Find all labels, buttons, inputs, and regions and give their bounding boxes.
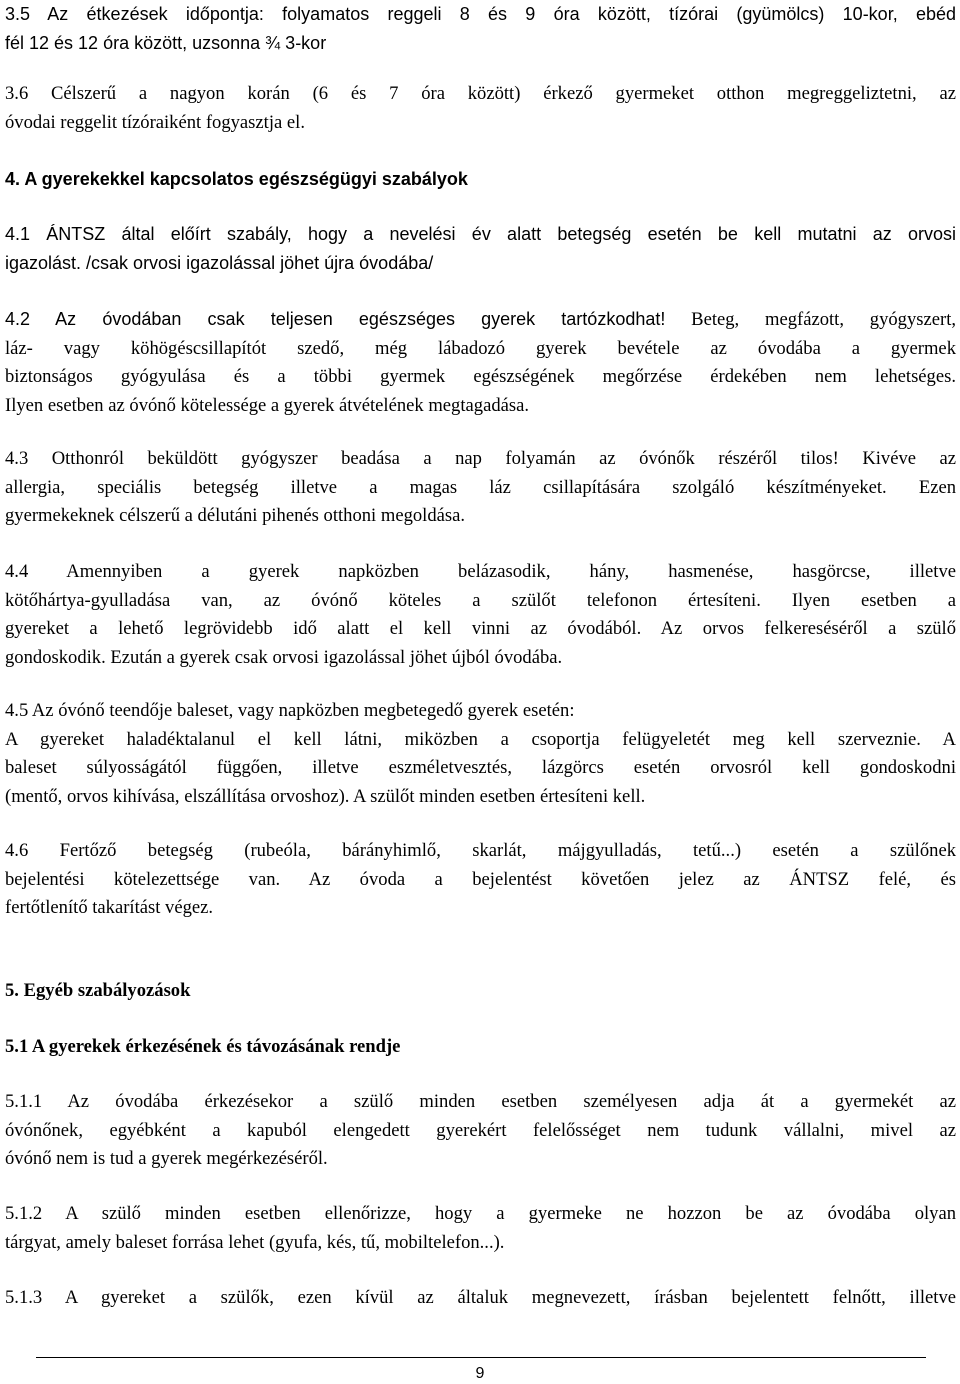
paragraph-line: 4.1 ÁNTSZ által előírt szabály, hogy a nevelési év alatt betegség esetén be kell mutatni az orvosi	[5, 224, 956, 244]
paragraph-line	[5, 305, 956, 335]
paragraph-line: óvodai reggelit tízóraiként fogyasztja el.	[5, 111, 305, 133]
paragraph-line: baleset súlyosságától függően, illetve eszméletvesztés, lázgörcs esetén orvosról kell gondoskodni	[5, 757, 956, 778]
paragraph-4-3	[5, 445, 956, 531]
paragraph-line: 3.5 Az étkezések időpontja: folyamatos reggeli 8 és 9 óra között, tízórai (gyümölcs) 10-kor, ebéd	[5, 4, 956, 24]
paragraph-line: fél 12 és 12 óra között, uzsonna ¾ 3-kor	[5, 32, 327, 53]
paragraph-line: 4.3 Otthonról beküldött gyógyszer beadása a nap folyamán az óvónők részéről tilos! Kivéve az	[5, 448, 956, 469]
paragraph-line: tárgyat, amely baleset forrása lehet (gyufa, kés, tű, mobiltelefon...).	[5, 1231, 505, 1253]
paragraph-line: 5.1.3 A gyereket a szülők, ezen kívül az általuk megnevezett, írásban bejelentett felnőtt, illetve	[5, 1287, 956, 1308]
paragraph-4-2	[5, 305, 956, 420]
paragraph-line: (mentő, orvos kihívása, elszállítása orvoshoz). A szülőt minden esetben értesíteni kell.	[5, 785, 646, 807]
paragraph-line: 4.4 Amennyiben a gyerek napközben belázasodik, hány, hasmenése, hasgörcse, illetve	[5, 561, 956, 582]
paragraph-5-1-3	[5, 1284, 956, 1313]
paragraph-line: óvónő nem is tud a gyerek megérkezéséről.	[5, 1148, 328, 1169]
paragraph-line: gyermekeknek célszerű a délutáni pihenés otthoni megoldása.	[5, 505, 466, 526]
paragraph-line: 5.1.2 A szülő minden esetben ellenőrizze, hogy a gyermeke ne hozzon be az óvodába olyan	[5, 1203, 956, 1224]
paragraph-4-6	[5, 837, 956, 923]
paragraph-4-4	[5, 558, 956, 672]
paragraph-3-6	[5, 80, 956, 137]
paragraph-4-5	[5, 697, 956, 811]
paragraph-line: fertőtlenítő takarítást végez.	[5, 897, 214, 918]
paragraph-line: igazolást. /csak orvosi igazolással jöhet újra óvodába/	[5, 252, 434, 273]
paragraph-3-5	[5, 0, 956, 57]
paragraph-segment: 4.2 Az óvodában csak teljesen egészséges gyerek tartózkodhat!	[5, 309, 666, 329]
paragraph-4-1	[5, 220, 956, 277]
paragraph-segment: Beteg, megfázott, gyógyszert,	[665, 309, 957, 330]
paragraph-line: biztonságos gyógyulása és a többi gyermek egészségének megőrzése érdekében nem lehetséges.	[5, 366, 956, 387]
subsection-heading-5-1: 5.1 A gyerekek érkezésének és távozásának rendje	[5, 1036, 401, 1057]
paragraph-line: gyereket a lehető legrövidebb idő alatt el kell vinni az óvodából. Az orvos felkereséséről a szülő	[5, 618, 956, 639]
paragraph-5-1-2	[5, 1200, 956, 1257]
page-number: 9	[475, 1365, 485, 1382]
paragraph-line: kötőhártya-gyulladása van, az óvónő köteles a szülőt telefonon értesíteni. Ilyen esetben a	[5, 589, 956, 611]
paragraph-line: láz- vagy köhögéscsillapítót szedő, még lábadozó gyerek bevétele az óvodába a gyermek	[5, 337, 956, 359]
paragraph-line: 4.6 Fertőző betegség (rubeóla, bárányhimlő, skarlát, májgyulladás, tetű...) esetén a szülőnek	[5, 840, 956, 861]
paragraph-5-1-1	[5, 1088, 956, 1174]
footer-divider	[36, 1357, 926, 1358]
paragraph-line: allergia, speciális betegség illetve a magas láz csillapítására szolgáló készítményeket. Ezen	[5, 476, 956, 498]
paragraph-line: Ilyen esetben az óvónő kötelessége a gyerek átvételének megtagadása.	[5, 394, 530, 416]
section-heading-4: 4. A gyerekekkel kapcsolatos egészségügyi szabályok	[5, 169, 468, 189]
paragraph-line: óvónőnek, egyébként a kapuból elengedett gyerekért felelősséget nem tudunk vállalni, mivel az	[5, 1119, 956, 1141]
paragraph-line: bejelentési kötelezettsége van. Az óvoda a bejelentést követően jelez az ÁNTSZ felé, és	[5, 868, 956, 890]
paragraph-line: A gyereket haladéktalanul el kell látni, miközben a csoportja felügyeletét meg kell szerveznie. A	[5, 728, 956, 750]
paragraph-line: 5.1.1 Az óvodába érkezésekor a szülő minden esetben személyesen adja át a gyermekét az	[5, 1091, 956, 1112]
paragraph-line: 3.6 Célszerű a nagyon korán (6 és 7 óra között) érkező gyermeket otthon megreggeliztetni, az	[5, 83, 956, 104]
section-heading-5: 5. Egyéb szabályozások	[5, 980, 191, 1001]
paragraph-line: 4.5 Az óvónő teendője baleset, vagy napközben megbetegedő gyerek esetén:	[5, 700, 575, 721]
paragraph-line: gondoskodik. Ezután a gyerek csak orvosi igazolással jöhet újból óvodába.	[5, 646, 563, 668]
